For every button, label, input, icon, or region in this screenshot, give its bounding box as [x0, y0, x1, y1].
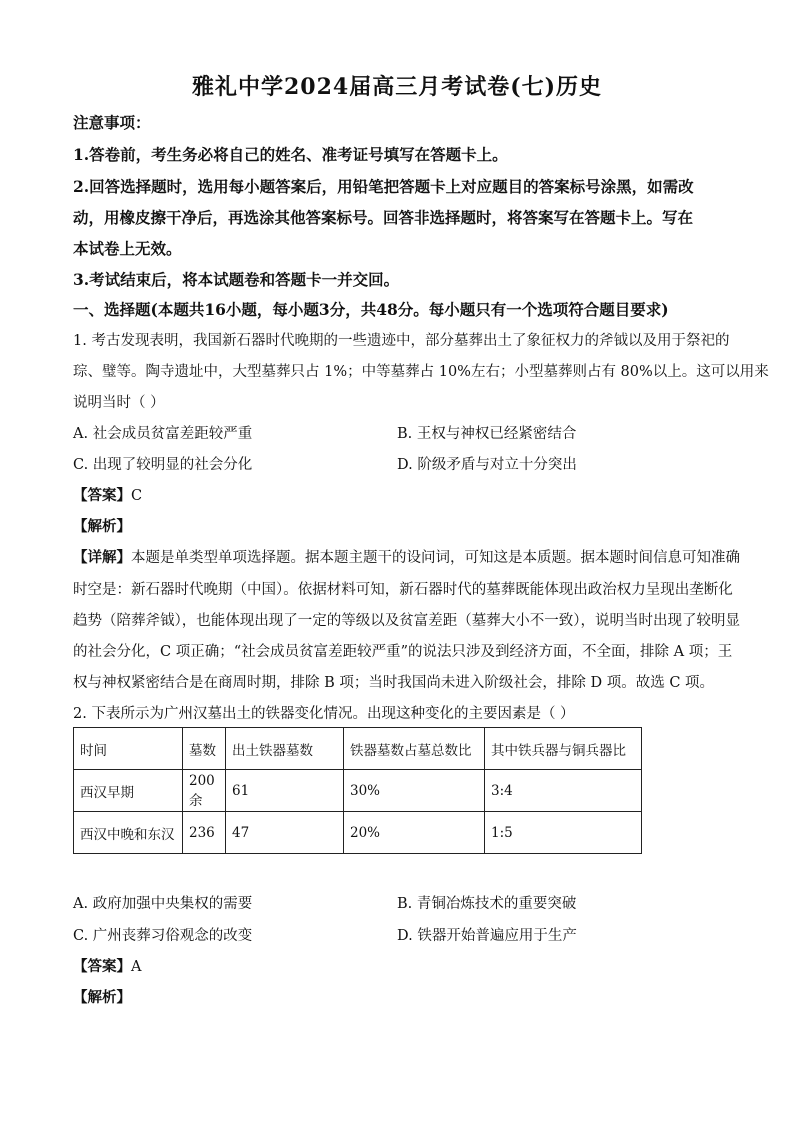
notice-item-2-end: 本试卷上无效。 — [73, 239, 182, 258]
q2-option-b: B. 青铜冶炼技术的重要突破 — [397, 896, 577, 912]
table-cell: 20% — [344, 812, 485, 854]
notice-item-2: 2.回答选择题时，选用每小题答案后，用铅笔把答题卡上对应题目的答案标号涂黑，如需改 — [73, 177, 694, 196]
q1-answer-value: C — [131, 488, 143, 504]
table-cell: 1:5 — [485, 812, 642, 854]
notice-item-3: 3.考试结束后，将本试题卷和答题卡一并交回。 — [73, 270, 400, 289]
q1-stem-line-3: 说明当时（ ） — [73, 395, 165, 411]
q2-answer — [73, 955, 141, 976]
q1-answer-label: 【答案】 — [73, 487, 131, 504]
q2-option-d: D. 铁器开始普遍应用于生产 — [397, 928, 577, 944]
q2-stem: 2. 下表所示为广州汉墓出土的铁器变化情况。出现这种变化的主要因素是（ ） — [73, 706, 575, 722]
iron-ware-table — [73, 727, 642, 854]
q2-option-a: A. 政府加强中央集权的需要 — [73, 896, 253, 912]
q1-analysis-label: 【解析】 — [73, 518, 131, 535]
table-cell: 西汉早期 — [74, 770, 183, 812]
q1-answer — [73, 484, 142, 505]
q1-detail-line-1 — [73, 546, 740, 567]
table-cell: 236 — [183, 812, 226, 854]
table-row — [74, 770, 642, 812]
table-cell: 47 — [226, 812, 344, 854]
q2-option-c: C. 广州丧葬习俗观念的改变 — [73, 928, 253, 944]
q1-detail-text-1: 本题是单类型单项选择题。据本题主题干的设问词，可知这是本质题。据本题时间信息可知准确 — [131, 550, 740, 566]
table-cell: 61 — [226, 770, 344, 812]
table-cell: 3:4 — [485, 770, 642, 812]
q1-detail-line-2: 时空是：新石器时代晚期（中国）。依据材料可知，新石器时代的墓葬既能体现出政治权力呈现出垄断化 — [73, 582, 733, 598]
q1-detail-line-3: 趋势（陪葬斧钺），也能体现出现了一定的等级以及贫富差距（墓葬大小不一致），说明当时出现了较明显 — [73, 613, 740, 629]
q1-detail-line-4: 的社会分化，C 项正确；“社会成员贫富差距较严重”的说法只涉及到经济方面，不全面，排除 A 项；王 — [73, 644, 733, 660]
table-header-cell: 其中铁兵器与铜兵器比 — [485, 728, 642, 770]
q1-stem-line-1: 1. 考古发现表明，我国新石器时代晚期的一些遗迹中，部分墓葬出土了象征权力的斧钺以及用于祭祀的 — [73, 333, 730, 349]
q1-option-b: B. 王权与神权已经紧密结合 — [397, 426, 577, 442]
q1-detail-line-5: 权与神权紧密结合是在商周时期，排除 B 项；当时我国尚未进入阶级社会，排除 D 项。故选 C 项。 — [73, 675, 715, 691]
notice-heading: 注意事项： — [73, 113, 151, 132]
section-heading: 一、选择题(本题共16小题，每小题3分，共48分。每小题只有一个选项符合题目要求) — [73, 300, 669, 319]
table-header-cell: 墓数 — [183, 728, 226, 770]
table-cell: 200余 — [183, 770, 226, 812]
q1-stem-line-2: 琮、璧等。陶寺遗址中，大型墓葬只占 1%；中等墓葬占 10%左右；小型墓葬则占有 80%以上。这可以用来 — [73, 364, 769, 380]
notice-item-1: 1.答卷前，考生务必将自己的姓名、准考证号填写在答题卡上。 — [73, 145, 508, 164]
q1-detail-label: 【详解】 — [73, 549, 131, 566]
q1-option-c: C. 出现了较明显的社会分化 — [73, 457, 253, 473]
table-header-cell: 铁器墓数占墓总数比 — [344, 728, 485, 770]
q2-answer-label: 【答案】 — [73, 958, 131, 975]
q1-option-d: D. 阶级矛盾与对立十分突出 — [397, 457, 577, 473]
notice-item-2-cont: 动，用橡皮擦干净后，再选涂其他答案标号。回答非选择题时，将答案写在答题卡上。写在 — [73, 208, 694, 227]
page-title: 雅礼中学2024届高三月考试卷(七)历史 — [191, 74, 603, 100]
q2-answer-value: A — [131, 959, 142, 975]
table-header-row — [74, 728, 642, 770]
q1-option-a: A. 社会成员贫富差距较严重 — [73, 426, 253, 442]
table-header-cell: 出土铁器墓数 — [226, 728, 344, 770]
q2-analysis-label: 【解析】 — [73, 989, 131, 1006]
table-row — [74, 812, 642, 854]
table-cell: 30% — [344, 770, 485, 812]
table-cell: 西汉中晚和东汉 — [74, 812, 183, 854]
table-header-cell: 时间 — [74, 728, 183, 770]
